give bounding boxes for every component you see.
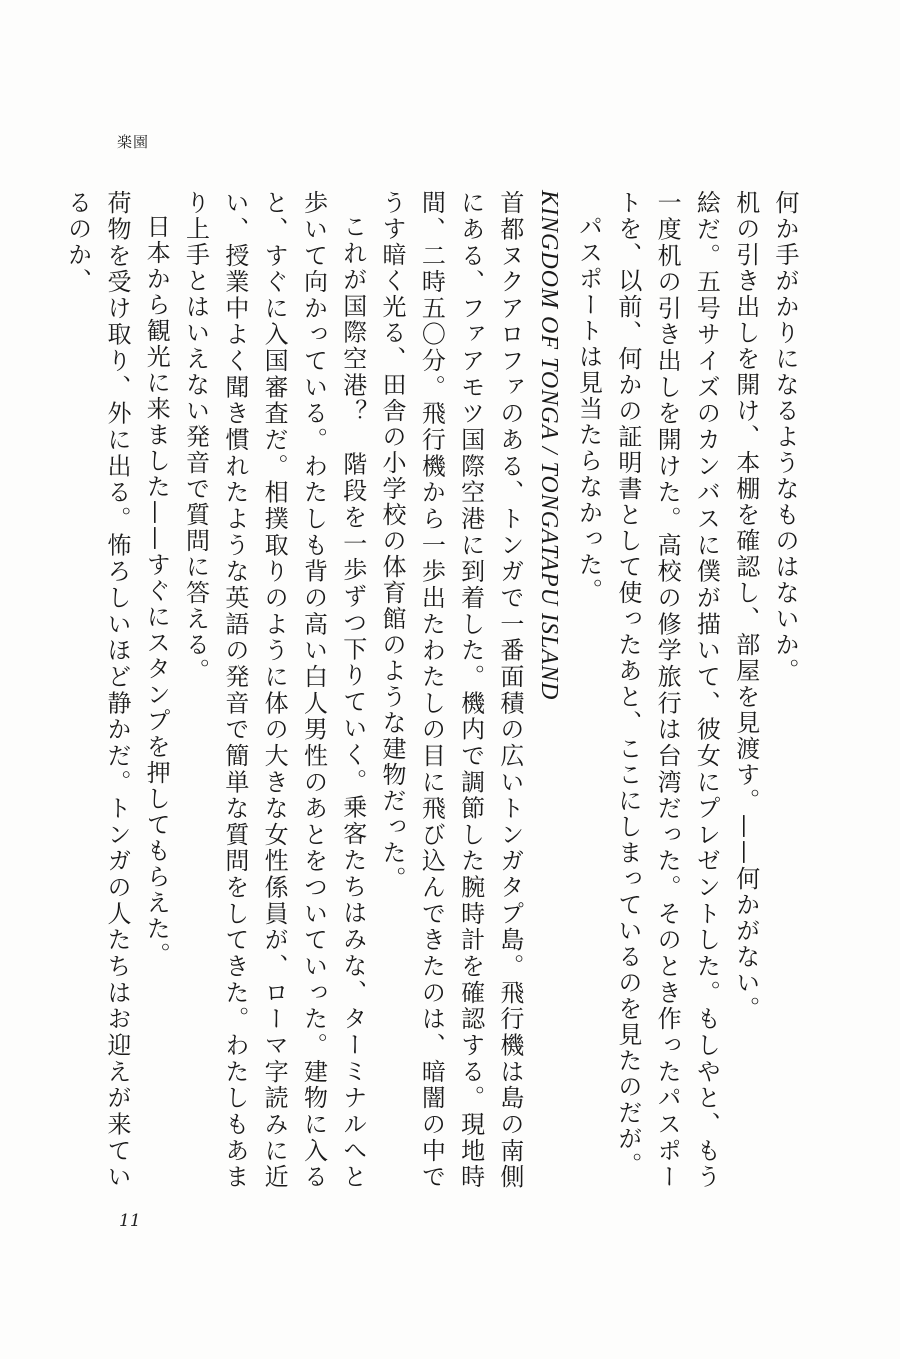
paragraph: 日本から観光に来ました——すぐにスタンプを押してもらえた。 bbox=[142, 214, 171, 968]
section-title: KINGDOM OF TONGA / TONGATAPU ISLAND bbox=[536, 190, 563, 701]
page-number: 11 bbox=[119, 1211, 141, 1231]
paragraph: 荷物を受け取り、外に出る。怖ろしいほど静かだ。トンガの人たちはお迎えが来ているのか、 bbox=[63, 190, 131, 1190]
paragraph: パスポートは見当たらなかった。 bbox=[574, 214, 603, 604]
paragraph: 何か手がかりになるようなものはないか。 bbox=[771, 190, 799, 684]
body-text bbox=[63, 190, 804, 1191]
paragraph: 首都ヌクアロファのある、トンガで一番面積の広いトンガタプ島。飛行機は島の南側にある、ファアモツ国際空港に到着した。機内で調節した腕時計を確認する。現地時間、二時五〇分。飛行機から一歩出たわたしの目に飛び込んできたのは、暗闇の中でうす暗く光る、田舎の小学校の体育館のような建物だった。 bbox=[378, 190, 524, 1191]
paragraph: これが国際空港？ 階段を一歩ずつ下りていく。乗客たちはみな、ターミナルへと歩いて向かっている。わたしも背の高い白人男性のあとをついていった。建物に入ると、すぐに入国審査だ。相撲取りのように体の大きな女性係員が、ローマ字読みに近い、授業中よく聞き慣れたような英語の発音で簡単な質問をしてきた。わたしもあまり上手とはいえない発音で質問に答える。 bbox=[181, 190, 367, 1190]
paragraph: 机の引き出しを開け、本棚を確認し、部屋を見渡す。——何かがない。 bbox=[731, 190, 760, 1022]
paragraph: 絵だ。五号サイズのカンバスに僕が描いて、彼女にプレゼントした。もしやと、もう一度机の引き出しを開けた。高校の修学旅行は台湾だった。そのとき作ったパスポートを、以前、何かの証明書として使ったあと、ここにしまっているのを見たのだが。 bbox=[613, 190, 721, 1190]
running-head: 楽園 bbox=[117, 133, 150, 151]
